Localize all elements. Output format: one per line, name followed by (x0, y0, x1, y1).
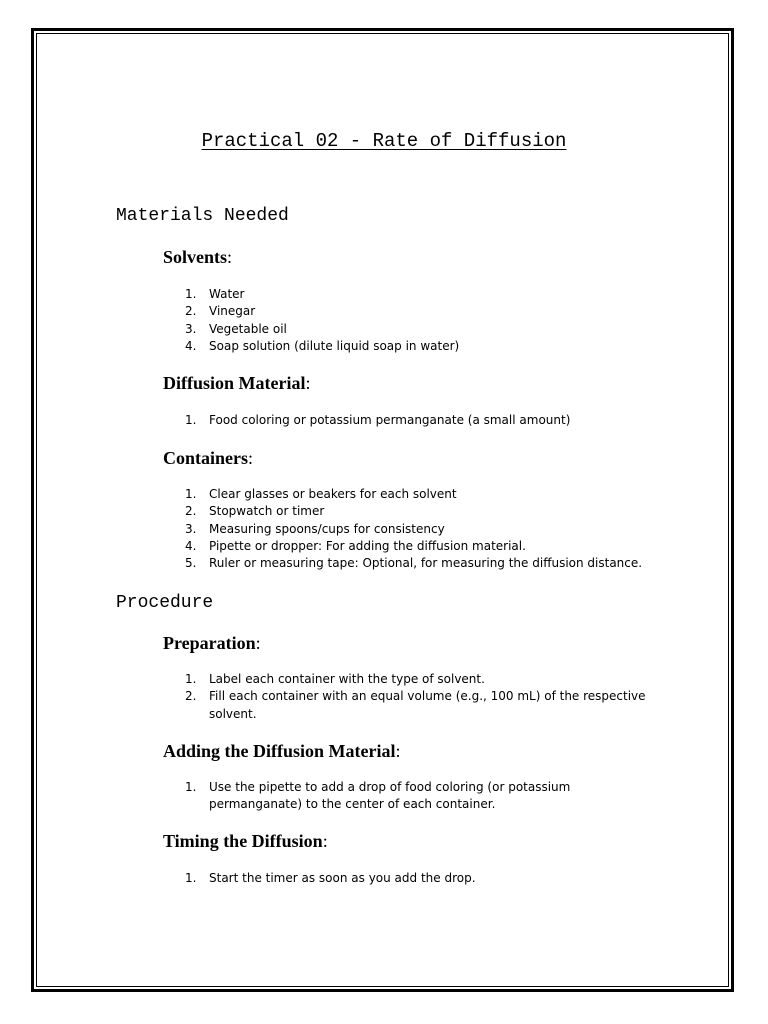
diffusion-material-list (185, 412, 654, 429)
list-item: 2. Fill each container with an equal volume (e.g., 100 mL) of the respective solvent. (185, 689, 646, 721)
list-item: 1. Use the pipette to add a drop of food coloring (or potassium permanganate) to the center of each container. (185, 780, 571, 812)
containers-list (185, 486, 654, 572)
list-item: 1. Label each container with the type of solvent. (185, 672, 485, 686)
list-item: 2. Stopwatch or timer (185, 504, 325, 519)
list-item: 1. Food coloring or potassium permanganate (a small amount) (185, 413, 571, 427)
list-item: 1. Water (185, 287, 245, 301)
subheading-adding-diffusion-material: Adding the Diffusion Material: (163, 741, 401, 761)
list-item: 4. Soap solution (dilute liquid soap in water) (185, 338, 460, 353)
subheading-solvents: Solvents: (163, 247, 233, 267)
list-item: 1. Start the timer as soon as you add the drop. (185, 871, 476, 885)
section-heading-materials: Materials Needed (116, 206, 289, 226)
subheading-timing-diffusion: Timing the Diffusion: (163, 831, 328, 851)
solvents-list (185, 286, 654, 355)
list-item: 5. Ruler or measuring tape: Optional, for measuring the diffusion distance. (185, 556, 643, 571)
section-heading-procedure: Procedure (116, 593, 214, 613)
timing-list (185, 870, 654, 887)
list-item: 4. Pipette or dropper: For adding the diffusion material. (185, 538, 526, 553)
adding-material-list (185, 779, 654, 814)
subheading-containers: Containers: (163, 448, 254, 468)
list-item: 2. Vinegar (185, 304, 256, 319)
preparation-list (185, 671, 654, 723)
subheading-preparation: Preparation: (163, 633, 261, 653)
list-item: 3. Measuring spoons/cups for consistency (185, 521, 445, 536)
list-item: 1. Clear glasses or beakers for each solvent (185, 487, 457, 501)
list-item: 3. Vegetable oil (185, 321, 287, 336)
page-title: Practical 02 - Rate of Diffusion (201, 130, 567, 152)
subheading-diffusion-material: Diffusion Material: (163, 373, 311, 393)
